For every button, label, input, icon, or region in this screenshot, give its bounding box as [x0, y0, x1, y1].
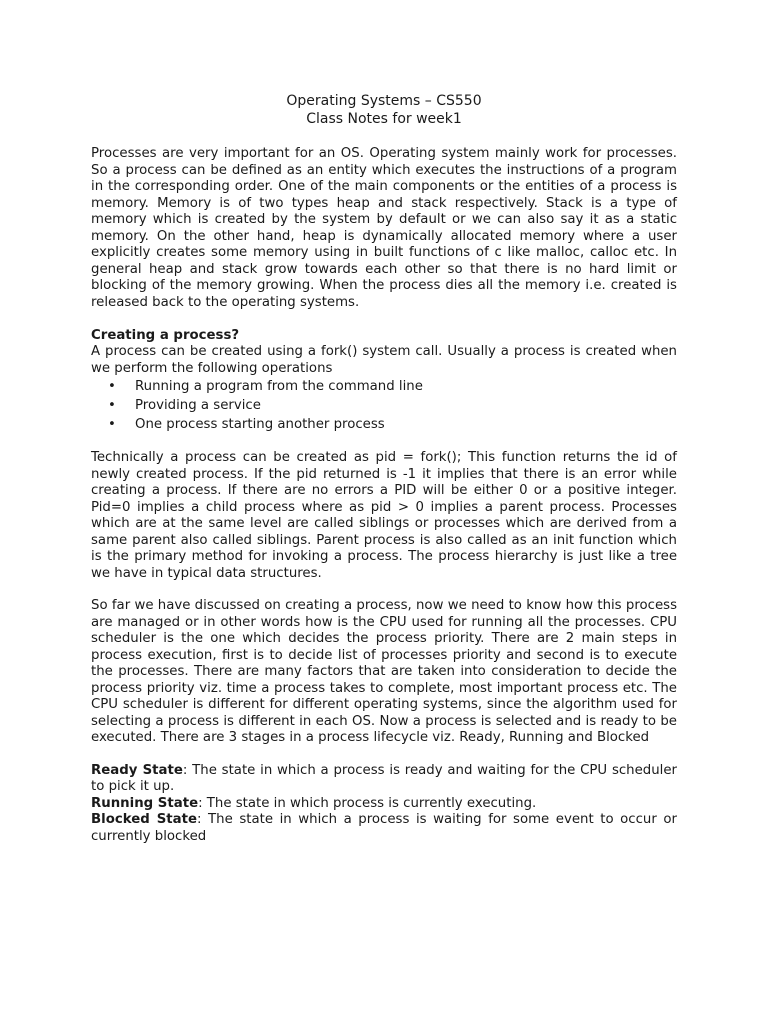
list-item: • Providing a service [135, 396, 677, 415]
list-item: • Running a program from the command line [135, 377, 677, 396]
ready-state [91, 763, 677, 796]
document-title [91, 92, 677, 128]
creating-process-lead: A process can be created using a fork() system call. Usually a process is created when we perform the following operations [91, 344, 677, 376]
blocked-state-description: : The state in which a process is waiting for some event to occur or currently blocked [91, 812, 677, 844]
ready-state-label: Ready State [91, 762, 183, 778]
notes-subtitle: Class Notes for week1 [306, 111, 462, 127]
operations-list [91, 377, 677, 434]
fork-paragraph: Technically a process can be created as pid = fork(); This function returns the id of newly created process. If the pid returned is -1 it implies that there is an error while creating a process. If there are no errors a PID will be either 0 or a positive integer. Pid=0 implies a child process where as pid > 0 implies a parent process. Processes which are at the same level are called siblings or processes which are derived from a same parent also called siblings. Parent process is also called as an init function which is the primary method for invoking a process. The process hierarchy is just like a tree we have in typical data structures. [91, 450, 677, 581]
course-title: Operating Systems – CS550 [286, 93, 482, 109]
process-states [91, 763, 677, 846]
list-item: • One process starting another process [135, 415, 677, 434]
running-state-label: Running State [91, 795, 199, 811]
scheduler-paragraph: So far we have discussed on creating a process, now we need to know how this process are managed or in other words how is the CPU used for running all the processes. CPU scheduler is the one which decides the process priority. There are 2 main steps in process execution, first is to decide list of processes priority and second is to execute the processes. There are many factors that are taken into consideration to decide the process priority viz. time a process takes to complete, most important process etc. The CPU scheduler is different for different operating systems, since the algorithm used for selecting a process is different in each OS. Now a process is selected and is ready to be executed. There are 3 stages in a process lifecycle viz. Ready, Running and Blocked [91, 598, 677, 745]
blocked-state [91, 812, 677, 845]
running-state-description: : The state in which process is currently executing. [198, 795, 537, 811]
running-state [91, 796, 677, 813]
creating-process-heading: Creating a process? [91, 328, 240, 343]
ready-state-description: : The state in which a process is ready and waiting for the CPU scheduler to pick it up. [91, 762, 678, 794]
blocked-state-label: Blocked State [91, 812, 197, 827]
intro-paragraph: Processes are very important for an OS. Operating system mainly work for processes. So a process can be defined as an entity which executes the instructions of a program in the corresponding order. One of the main components or the entities of a process is memory. Memory is of two types heap and stack respectively. Stack is a type of memory which is created by the system by default or we can also say it as a static memory. On the other hand, heap is dynamically allocated memory where a user explicitly creates some memory using in built functions of c like malloc, calloc etc. In general heap and stack grow towards each other so that there is no hard limit or blocking of the memory growing. When the process dies all the memory i.e. created is released back to the operating systems. [91, 146, 677, 310]
creating-process-section [91, 327, 677, 434]
